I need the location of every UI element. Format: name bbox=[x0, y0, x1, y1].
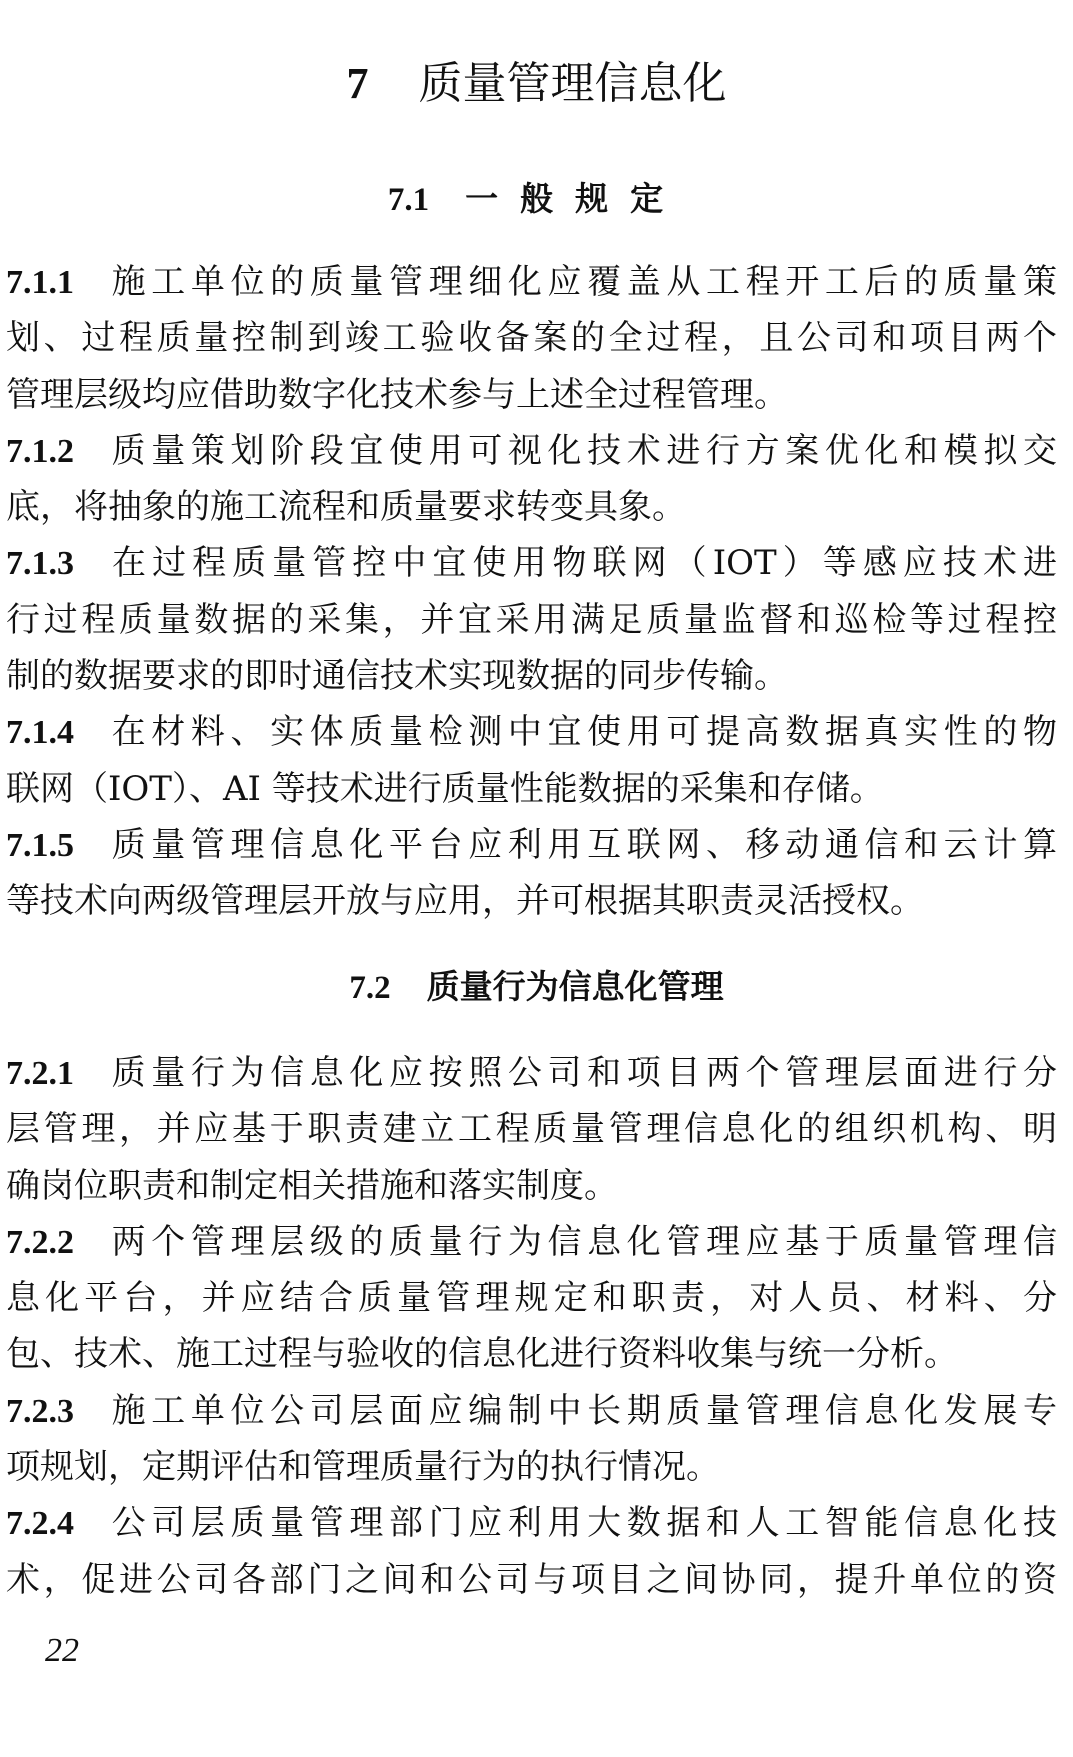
clause-7-2-1 bbox=[6, 1045, 1057, 1214]
section-title: 质量行为信息化管理 bbox=[426, 967, 724, 1006]
clause-7-1-3 bbox=[6, 535, 1057, 704]
clause-7-2-3 bbox=[6, 1383, 1057, 1496]
text-line bbox=[6, 535, 1057, 591]
clause-text: 管理层级均应借助数字化技术参与上述全过程管理。 bbox=[6, 374, 788, 415]
clause-number: 7.1.5 bbox=[6, 826, 74, 864]
clause-text: 质量策划阶段宜使用可视化技术进行方案优化和模拟交 bbox=[106, 430, 1057, 471]
text-line bbox=[6, 1326, 1057, 1382]
clause-number: 7.2.1 bbox=[6, 1055, 74, 1092]
text-line bbox=[6, 704, 1057, 760]
clause-text: 划、过程质量控制到竣工验收备案的全过程，且公司和项目两个 bbox=[6, 318, 1057, 359]
chapter-number: 7 bbox=[346, 59, 369, 108]
clause-number: 7.2.4 bbox=[6, 1505, 74, 1543]
clause-7-2-4 bbox=[6, 1495, 1057, 1608]
clause-text: 层管理，并应基于职责建立工程质量管理信息化的组织机构、明 bbox=[6, 1109, 1057, 1150]
text-line bbox=[6, 592, 1057, 648]
section-heading-7-2 bbox=[0, 962, 1073, 1012]
section-body-7-1 bbox=[6, 254, 1057, 930]
section-heading-7-1 bbox=[0, 174, 1073, 224]
clause-text: 在过程质量管控中宜使用物联网（IOT）等感应技术进 bbox=[106, 543, 1057, 584]
text-line bbox=[6, 1270, 1057, 1326]
clause-text: 行过程质量数据的采集，并宜采用满足质量监督和巡检等过程控 bbox=[6, 599, 1057, 640]
clause-number: 7.1.1 bbox=[6, 264, 74, 301]
clause-7-1-2 bbox=[6, 423, 1057, 536]
chapter-title bbox=[0, 56, 1073, 112]
clause-text: 联网（IOT）、AI 等技术进行质量性能数据的采集和存储。 bbox=[6, 768, 884, 809]
clause-7-1-5 bbox=[6, 817, 1057, 930]
clause-number: 7.2.3 bbox=[6, 1392, 74, 1430]
clause-text: 两个管理层级的质量行为信息化管理应基于质量管理信 bbox=[106, 1221, 1057, 1262]
clause-number: 7.1.2 bbox=[6, 432, 74, 470]
clause-number: 7.2.2 bbox=[6, 1223, 74, 1261]
text-line bbox=[6, 479, 1057, 535]
chapter-title-text: 质量管理信息化 bbox=[418, 58, 727, 109]
text-line bbox=[6, 1495, 1057, 1551]
clause-text: 包、技术、施工过程与验收的信息化进行资料收集与统一分析。 bbox=[6, 1334, 958, 1375]
clause-text: 质量管理信息化平台应利用互联网、移动通信和云计算 bbox=[106, 824, 1057, 865]
section-body-7-2 bbox=[6, 1045, 1057, 1608]
section-title: 一般规定 bbox=[465, 179, 686, 218]
clause-7-1-1 bbox=[6, 254, 1057, 423]
text-line bbox=[6, 1045, 1057, 1101]
text-line bbox=[6, 367, 1057, 423]
clause-text: 施工单位公司层面应编制中长期质量管理信息化发展专 bbox=[106, 1390, 1057, 1431]
text-line bbox=[6, 254, 1057, 310]
clause-text: 质量行为信息化应按照公司和项目两个管理层面进行分 bbox=[106, 1053, 1057, 1093]
text-line bbox=[6, 1439, 1057, 1495]
text-line bbox=[6, 1552, 1057, 1608]
clause-text: 在材料、实体质量检测中宜使用可提高数据真实性的物 bbox=[106, 712, 1057, 753]
clause-7-1-4 bbox=[6, 704, 1057, 817]
text-line bbox=[6, 1158, 1057, 1214]
clause-number: 7.1.3 bbox=[6, 545, 74, 583]
text-line bbox=[6, 423, 1057, 479]
clause-text: 等技术向两级管理层开放与应用，并可根据其职责灵活授权。 bbox=[6, 881, 924, 922]
text-line bbox=[6, 1101, 1057, 1157]
text-line bbox=[6, 310, 1057, 366]
section-number: 7.2 bbox=[349, 970, 391, 1006]
clause-text: 公司层质量管理部门应利用大数据和人工智能信息化技 bbox=[106, 1503, 1057, 1544]
clause-number: 7.1.4 bbox=[6, 714, 74, 752]
text-line bbox=[6, 1383, 1057, 1439]
text-line bbox=[6, 761, 1057, 817]
clause-text: 息化平台，并应结合质量管理规定和职责，对人员、材料、分 bbox=[6, 1278, 1057, 1319]
text-line bbox=[6, 1214, 1057, 1270]
clause-text: 确岗位职责和制定相关措施和落实制度。 bbox=[6, 1165, 618, 1206]
section-number: 7.1 bbox=[387, 182, 430, 218]
clause-text: 底，将抽象的施工流程和质量要求转变具象。 bbox=[6, 487, 686, 528]
clause-text: 术，促进公司各部门之间和公司与项目之间协同，提升单位的资 bbox=[6, 1559, 1057, 1600]
text-line bbox=[6, 873, 1057, 929]
clause-7-2-2 bbox=[6, 1214, 1057, 1383]
clause-text: 项规划，定期评估和管理质量行为的执行情况。 bbox=[6, 1447, 720, 1488]
clause-text: 制的数据要求的即时通信技术实现数据的同步传输。 bbox=[6, 656, 788, 697]
page-number: 22 bbox=[45, 1632, 79, 1669]
text-line bbox=[6, 648, 1057, 704]
clause-text: 施工单位的质量管理细化应覆盖从工程开工后的质量策 bbox=[106, 262, 1057, 302]
text-line bbox=[6, 817, 1057, 873]
